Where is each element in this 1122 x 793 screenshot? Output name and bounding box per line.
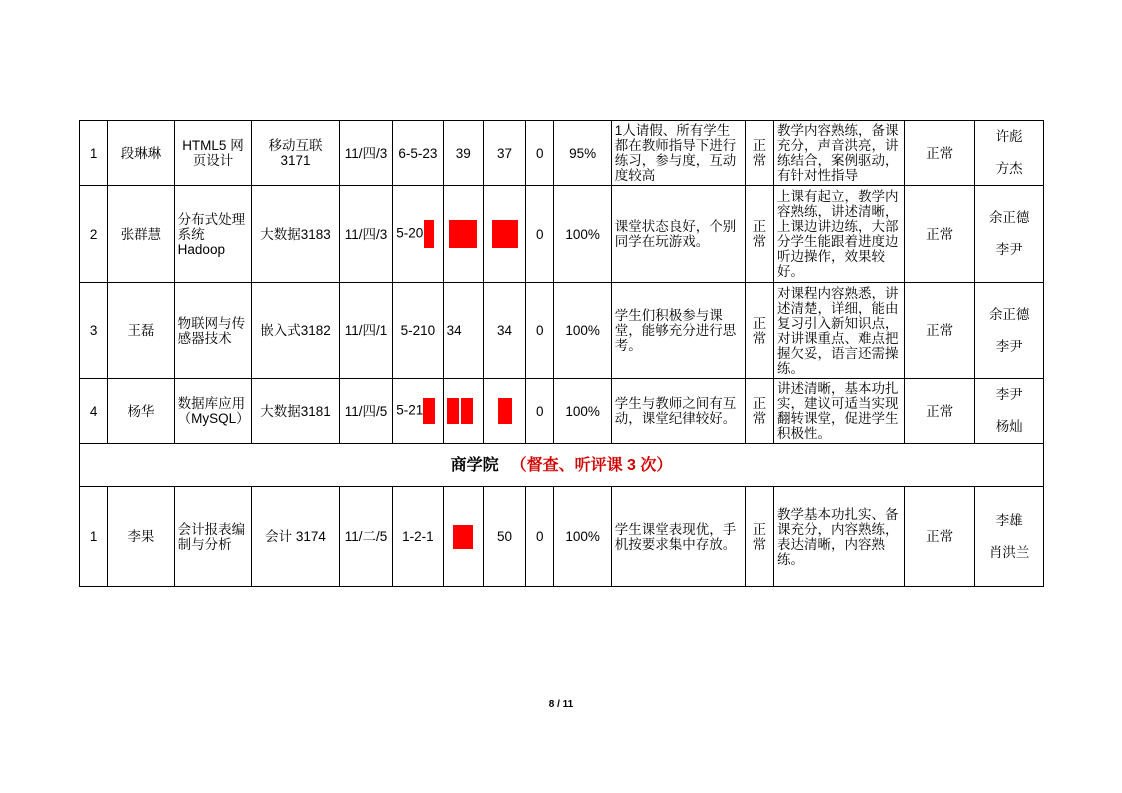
attendance-note: 学生们积极参与课堂，能够充分进行思考。	[611, 283, 745, 379]
status-label: 正常	[745, 283, 773, 379]
evaluation: 对课程内容熟悉，讲述清楚，详细，能由复习引入新知识点，对讲课重点、难点把握欠妥，语言还需操练。	[773, 283, 904, 379]
attendance-rate: 100%	[554, 186, 611, 283]
evaluation: 教学基本功扎实、备课充分，内容熟练，表达清晰，内容熟练。	[773, 487, 904, 587]
present-count: 34	[483, 283, 525, 379]
teacher-name: 杨华	[108, 379, 174, 444]
present-count	[483, 186, 525, 283]
course-name: 数据库应用（MySQL）	[174, 379, 252, 444]
redaction-mark	[498, 398, 512, 424]
evaluator-name: 肖洪兰	[988, 544, 1030, 560]
absent-count: 0	[526, 379, 554, 444]
section-note: （督查、听评课 3 次）	[510, 456, 673, 474]
redaction-mark	[447, 398, 459, 424]
table-row	[80, 121, 1044, 186]
evaluator-name: 李雄	[995, 512, 1023, 528]
date: 11/四/5	[339, 379, 392, 444]
room: 5-210	[393, 283, 443, 379]
row-number: 1	[80, 121, 108, 186]
redaction-mark	[461, 398, 473, 424]
teacher-name: 张群慧	[108, 186, 174, 283]
section-name: 商学院	[450, 456, 499, 474]
row-number: 2	[80, 186, 108, 283]
evaluator-name: 杨灿	[995, 419, 1023, 434]
evaluator-name: 李尹	[995, 242, 1023, 257]
present-count	[483, 379, 525, 444]
room: 1-2-1	[393, 487, 443, 587]
teacher-name: 李果	[108, 487, 174, 587]
redaction-mark	[424, 220, 434, 248]
evaluators	[975, 121, 1044, 186]
section-header-row	[80, 444, 1044, 487]
result: 正常	[904, 379, 975, 444]
attendance-note: 课堂状态良好，个别同学在玩游戏。	[611, 186, 745, 283]
course-name: HTML5 网页设计	[174, 121, 252, 186]
teacher-name: 王磊	[108, 283, 174, 379]
room: 5-20	[393, 186, 443, 283]
result: 正常	[904, 186, 975, 283]
evaluation: 教学内容熟练，备课充分，声音洪亮，讲练结合，案例驱动，有针对性指导	[773, 121, 904, 186]
result: 正常	[904, 121, 975, 186]
date: 11/四/3	[339, 121, 392, 186]
redaction-mark	[453, 525, 473, 549]
evaluator-name: 方杰	[995, 161, 1023, 176]
evaluators	[975, 283, 1044, 379]
attendance-rate: 100%	[554, 487, 611, 587]
attendance-note: 学生课堂表现优，手机按要求集中存放。	[611, 487, 745, 587]
absent-count: 0	[526, 487, 554, 587]
status-label: 正常	[745, 186, 773, 283]
class-name: 会计 3174	[252, 487, 340, 587]
course-name: 会计报表编制与分析	[174, 487, 252, 587]
room: 6-5-23	[393, 121, 443, 186]
result: 正常	[904, 283, 975, 379]
class-name: 大数据3181	[252, 379, 340, 444]
row-number: 1	[80, 487, 108, 587]
course-name: 分布式处理系统Hadoop	[174, 186, 252, 283]
absent-count: 0	[526, 121, 554, 186]
attendance-rate: 95%	[554, 121, 611, 186]
absent-count: 0	[526, 283, 554, 379]
present-count: 37	[483, 121, 525, 186]
course-name: 物联网与传感器技术	[174, 283, 252, 379]
attendance-rate: 100%	[554, 379, 611, 444]
evaluation: 讲述清晰，基本功扎实，建议可适当实现翻转课堂，促进学生积极性。	[773, 379, 904, 444]
date: 11/四/3	[339, 186, 392, 283]
redaction-mark	[492, 220, 518, 248]
evaluator-name: 李尹	[995, 338, 1023, 354]
table-row	[80, 487, 1044, 587]
table-row	[80, 283, 1044, 379]
date: 11/二/5	[339, 487, 392, 587]
redaction-mark	[449, 220, 477, 248]
enrolled-count: 34	[443, 283, 483, 379]
evaluators	[975, 186, 1044, 283]
teacher-name: 段琳琳	[108, 121, 174, 186]
result: 正常	[904, 487, 975, 587]
class-name: 移动互联3171	[252, 121, 340, 186]
status-label: 正常	[745, 487, 773, 587]
date: 11/四/1	[339, 283, 392, 379]
enrolled-count	[443, 379, 483, 444]
row-number: 3	[80, 283, 108, 379]
inspection-table	[79, 120, 1044, 587]
attendance-note: 学生与教师之间有互动，课堂纪律较好。	[611, 379, 745, 444]
table-row	[80, 186, 1044, 283]
evaluator-name: 余正德	[988, 306, 1030, 322]
evaluation: 上课有起立，教学内容熟练，讲述清晰，上课边讲边练，大部分学生能跟着进度边听边操作，效果较好。	[773, 186, 904, 283]
section-header	[80, 444, 1044, 487]
status-label: 正常	[745, 121, 773, 186]
room: 5-21	[393, 379, 443, 444]
evaluator-name: 李尹	[995, 387, 1023, 402]
page-number: 8 / 11	[548, 699, 574, 710]
enrolled-count	[443, 487, 483, 587]
status-label: 正常	[745, 379, 773, 444]
class-name: 大数据3183	[252, 186, 340, 283]
attendance-rate: 100%	[554, 283, 611, 379]
evaluator-name: 余正德	[988, 210, 1030, 225]
enrolled-count: 39	[443, 121, 483, 186]
absent-count: 0	[526, 186, 554, 283]
evaluators	[975, 379, 1044, 444]
evaluators	[975, 487, 1044, 587]
class-name: 嵌入式3182	[252, 283, 340, 379]
enrolled-count	[443, 186, 483, 283]
redaction-mark	[423, 398, 435, 424]
attendance-note: 1人请假、所有学生都在教师指导下进行练习，参与度，互动度较高	[611, 121, 745, 186]
evaluator-name: 许彪	[995, 129, 1023, 144]
table-row	[80, 379, 1044, 444]
present-count: 50	[483, 487, 525, 587]
row-number: 4	[80, 379, 108, 444]
